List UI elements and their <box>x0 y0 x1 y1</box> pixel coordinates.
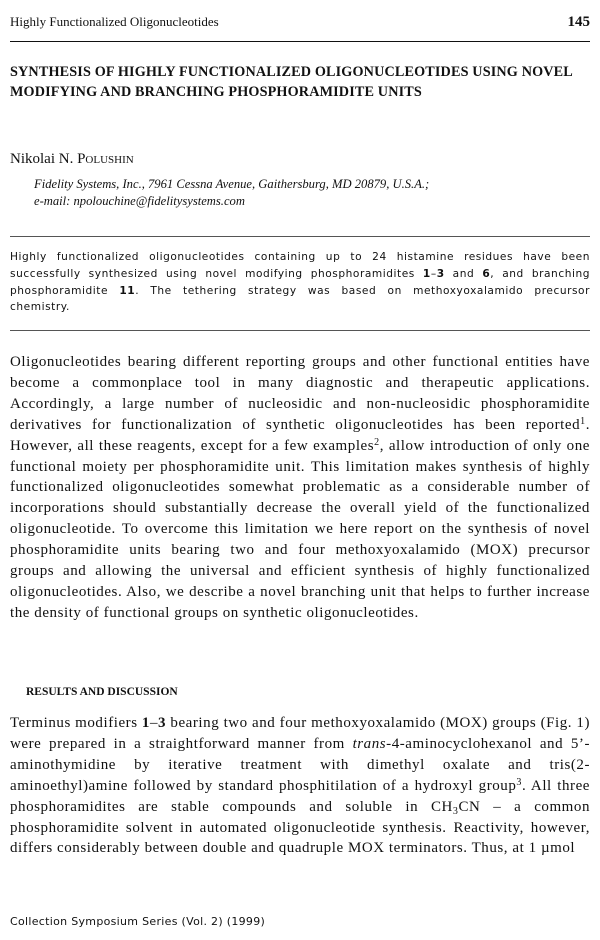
author-given-name: Nikolai N. <box>10 151 74 167</box>
abstract-top-rule <box>10 236 590 237</box>
results-text: bearing two and four methoxyoxalamido (MOX) groups (Fig. 1) were prepared in a straightforward manner from <box>10 715 590 752</box>
compound-ref: 3 <box>436 267 445 280</box>
abstract <box>10 249 590 316</box>
abstract-text: Highly functionalized oligonucleotides containing up to 24 histamine residues have been successfully synthesized using novel modifying phosphoramidites <box>10 251 590 280</box>
results-text: CN – a common phosphoramidite solvent in automated oligonucleotide synthesis. Reactivity, however, differs considerably between double and quadruple MOX terminators. Thus, at 1 µmol <box>10 798 591 857</box>
results-text: . All three phosphoramidites are stable compounds and soluble in CH <box>10 777 590 815</box>
compound-ref: 3 <box>158 715 167 731</box>
running-header <box>10 14 590 36</box>
intro-paragraph <box>10 352 590 624</box>
compound-ref: 1 <box>422 267 431 280</box>
abstract-text: and <box>444 267 483 280</box>
citation-ref: 1 <box>580 415 586 427</box>
abstract-text: – <box>430 267 437 280</box>
compound-ref: 1 <box>141 715 150 731</box>
affiliation <box>34 176 429 210</box>
results-text: Terminus modifiers <box>10 715 142 731</box>
section-heading: RESULTS AND DISCUSSION <box>26 686 178 698</box>
italic-term: trans <box>352 735 387 752</box>
abstract-bottom-rule <box>10 330 590 331</box>
citation-ref: 3 <box>516 776 522 788</box>
intro-text: Oligonucleotides bearing different reporting groups and other functional entities have become a commonplace tool in many diagnostic and therapeutic applications. Accordingly, a large number of nucleosidic and non-nucleosidic phosphoramidite derivatives for functionalization of synthetic oligonucleotides has been reported <box>10 354 590 433</box>
header-rule <box>10 41 590 42</box>
author <box>10 151 134 168</box>
author-family-name: Polushin <box>77 151 134 167</box>
running-title: Highly Functionalized Oligonucleotides <box>10 14 219 29</box>
footer: Collection Symposium Series (Vol. 2) (1999) <box>10 915 266 928</box>
subscript: 3 <box>452 805 459 817</box>
article-title: SYNTHESIS OF HIGHLY FUNCTIONALIZED OLIGONUCLEOTIDES USING NOVEL MODIFYING AND BRANCHING PHOSPHORAMIDITE UNITS <box>10 64 573 100</box>
results-paragraph <box>10 713 590 859</box>
page-number: 145 <box>567 14 590 30</box>
affiliation-email: e-mail: npolouchine@fidelitysystems.com <box>34 194 245 208</box>
abstract-text: , and branching phosphoramidite <box>10 267 590 297</box>
intro-text: . However, all these reagents, except for a few examples <box>10 416 590 454</box>
citation-ref: 2 <box>374 436 380 448</box>
compound-ref: 11 <box>119 284 136 297</box>
affiliation-address: Fidelity Systems, Inc., 7961 Cessna Avenue, Gaithersburg, MD 20879, U.S.A.; <box>34 177 430 191</box>
results-text: -4-aminocyclohexanol and 5’-aminothymidine by iterative treatment with dimethyl oxalate and tris(2-aminoethyl)amine followed by standard phosphitilation of a hydroxyl group <box>10 735 591 794</box>
abstract-text: . The tethering strategy was based on methoxyoxalamido precursor chemistry. <box>10 284 590 314</box>
intro-text: , allow introduction of only one functional moiety per phosphoramidite unit. This limitation makes synthesis of highly functionalized oligonucleotides somewhat problematic as a considerable number of incorporations should substantially decrease the overall yield of the functionalized oligonucleotide. To overcome this limitation we here report on the synthesis of novel phosphoramidite units bearing two and four methoxyoxalamido (MOX) precursor groups and allowing the universal and efficient synthesis of highly functionalized oligonucleotides. Also, we describe a novel branching unit that helps to further increase the density of functional groups on synthetic oligonucleotides. <box>10 437 590 621</box>
results-text: – <box>149 715 159 731</box>
compound-ref: 6 <box>482 267 491 280</box>
